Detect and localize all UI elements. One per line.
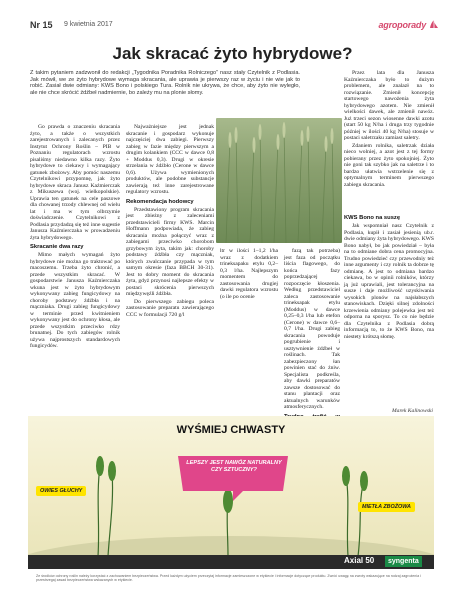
brand-logo-icon [428, 18, 440, 30]
column-1 [30, 124, 120, 404]
issue-number: Nr 15 [30, 20, 53, 30]
article-title: Jak skracać żyto hybrydowe? [112, 44, 353, 63]
paragraph: Najważniejsze jest jednak skracanie i gospodarz wykonuje najczęściej dwa zabiegi. Pierwszy zabieg w fazie między pierwszym a drugim kolankiem (CCC w dawce 0,8 + Moddus 0,3). Drugi w okresie strzelania w źdźbło (Cerone w dawce 0,6). Używa wymienionych produktów, ale podobne substancje zawierają też inne zarejestrowane regulatory wzrostu. [126, 124, 214, 195]
paragraph: fazą tak potrzeba) jest faza od początku liścia flagowego, do końca fazy poprzedzającej rozpoczęcie kłoszenia. Według przedstawiciel zaleca zastosowanie trineksapak etylu (Moddus) w dawce 0,25–0,3 l/ha lub etefon (Cerone) w dawce 0,6–0,7 l/ha. Drugi zabieg skracania powoduje pogrubienie i usztywnienie źdźbeł w roślinach. Tak zabezpieczony łan powinien stać do żniw. Specjalista podkreśla, aby dawki preparatów zawsze dostosować do stanu plantacji oraz aktualnych warunków atmosferycznych. [284, 248, 340, 410]
section-heading: Rekomendacja hodowcy [126, 198, 194, 205]
paragraph: Jak wspomniał nasz Czytelnik z Podlasia, kupił i zasiał jesienią ub.r. dwie odmiany żyta hybrydowego. KWS Bono nabył, bo jak powiedział – była na to odmiane dobra cena promocyjna. Trudno powiedzieć czy przewodniy też inne argumenty i czy rolnik ta dobrze tę odmianę. A jest to odmiana bardzo ciekawa, bo w opinii rolników, którzy ją już uprawiali, jest tolerancyjna na susze i daje możliwość uzyskiwania wysokich plonów na najsłabszych stanowiskach. Dzięki silnej zdolności krzewienia odmiany polejewka jest też odporna na sporysz. To co nie będzie dla Czytelnika z Podlasia dobrą informacją to, to że KWS Bono, ma niestety krótszą słomę. [344, 223, 434, 340]
advertisement[interactable] [28, 416, 434, 566]
paragraph: Do pierwszego zabiegu poleca zastosowanie preparatu zawierającego CCC w formulacji 720 g/l [126, 298, 214, 318]
section-heading: Skracanie dwa razy [30, 244, 84, 250]
ad-label-left: OWIES GŁUCHY [36, 486, 86, 496]
ad-label-right: MIETŁA ZBOŻOWA [358, 502, 415, 512]
column-3b [284, 248, 340, 408]
rye-field-photo [216, 118, 342, 243]
paragraph: Go prawda o znaczeniu skracania żyto, a także o wszystkich zarejestrowanych i zalecanych przez Instytut Ochrony Roślin – PIB w Poznaniu regulatorach wzrostu pisaliśmy niedawno kilka razy. Żyto hybrydowe to ciekawy i wymagający gatunek zbożowy. Aby pomóc naszemu Czytelnikowi przypomnę, jak żyto hybrydowe skraca Janusz Kaźmierczak z Mikuszewa (woj. wielkopolskie). Uprawia ten gatunek na cele paszowe dla chowanej trzody chlewnej od wielu lat i ma w tym olbrzymie doświadczenie. Czytelnikowi z Podlasia przydadzą się też inne sugestie Janusza Kaźmierczaka w prowadzeniu żyta hybrydowego. [30, 124, 120, 241]
column-2 [126, 124, 214, 404]
column-3-start [220, 248, 278, 300]
article-lead: Z takim pytaniem zadzwonił do redakcji „Tygodnika Poradnika Rolniczego” nasz stały Czytelnik z Podlasia. Jak mówił, we ze żyto hybrydowe wymaga skracania, ale uprawia je pierwszy raz w życiu i nie wie jak to robić. Zasiał dwie odmiany: KWS Bono i polskiego Tura. Rolnik nie ukrywa, że chce, aby żyto nie wyległo, ale nie chce skrócić źdźbeł nadmiernie, bo zależy mu na plonie słomy. [30, 70, 300, 96]
ad-headline: WYŚMIEJ CHWASTY [176, 424, 286, 436]
ad-speech-bubble: LEPSZY JEST NAWÓZ NATURALNY CZY SZTUCZNY? [186, 460, 282, 473]
paragraph: Przedstawiony program skracania jest zbieżny z zaleceniami przedstawicieli firmy KWS. Marcin Hoffmann podpowiada, że zabieg skracania można połączyć wraz z zabiegami przeciwko chorobom grzybowym żyta, takim jak: choroby podstawy źdźbła czy mączniak, których zwalczanie przypada w tym samym okresie (faza BBCH 30-31). Jest to dobry moment do skracania żyta, gdyż przynosi najlepsze efekty w postaci skrócenia pierwszych międzywęźli źdźbła. [126, 206, 214, 297]
company-logo: syngenta [385, 556, 422, 567]
paragraph: Przez lata dla Janusza Kaźmierczaka było to dużym problemem, ale znalazł na to rozwiązanie. Zmienił koncepcję startowego nawożenia żyta hybrydowego azotem. Nie zmienił wielkości dawek, ale zmienił nawóz. Już trzeci sezon wiosenne dawki azotu (start 50 kg N/ha i druga trzy tygodnie później w ilości 40 kg N/ha) stosuje w postaci saletrzaku zamiast saletry. [344, 70, 434, 141]
section-heading: KWS Bono na suszę [344, 215, 401, 221]
column-right-bottom [344, 212, 434, 407]
paragraph: Mimo małych wymagań żyto hybrydowe nie można go traktować po macoszemu. Trzeba żyto chronić, a przede wszystkim skracać. W gospodarstwie Janusza Kaźmierczaka wkuna jest w żyto hybrydowym wykonywany zabieg fungicydowy na choroby podstawy źdźbła i na mączniaka. Drugi zabieg fungicydowy w terminie przed kwitnieniem wykonywany jest do ochrony kłosa, ale przede wszystkim przeciwko rdzy brunatnej. Do tych zabiegów rolnik używa najprostszych standardowych fungicydów. [30, 252, 120, 349]
brand-name: agroporady [378, 20, 426, 30]
author-signature: Marek Kalinowski [392, 408, 433, 414]
paragraph: ltr w ilości 1–1,2 l/ha wraz z dodatkiem trineksapaku etylu 0,2–0,3 l/ha. Najlepszym momentem do zastosowania drugiej dawki regulatora wzrostu (o ile po ocenie [220, 248, 278, 300]
ad-disclaimer: Ze środków ochrony roślin należy korzystać z zachowaniem bezpieczeństwa. Przed każdym użyciem przeczytaj informacje zamieszczone w etykiecie i informacje dotyczące produktu. Zwróć uwagę na zwroty wskazujące na rodzaj zagrożenia i przestrzegaj zasad bezpieczeństwa wskazanych w etykiecie. [36, 574, 421, 583]
column-right-top [344, 70, 434, 210]
page-header [30, 18, 440, 36]
issue-date: 9 kwietnia 2017 [64, 21, 113, 28]
paragraph: Zdaniem rolnika, saletrzak działa nieco wolniej, a azot jest z tej formy pobierany przez żyto spokojniej. Żyto nie goni tak szybko jak na saletrze i to bardzo ułatwia wstrzelenie się z optymalnym terminem pierwszego zabiegu skracania. [344, 142, 434, 188]
product-name: Axial 50 [344, 556, 375, 565]
